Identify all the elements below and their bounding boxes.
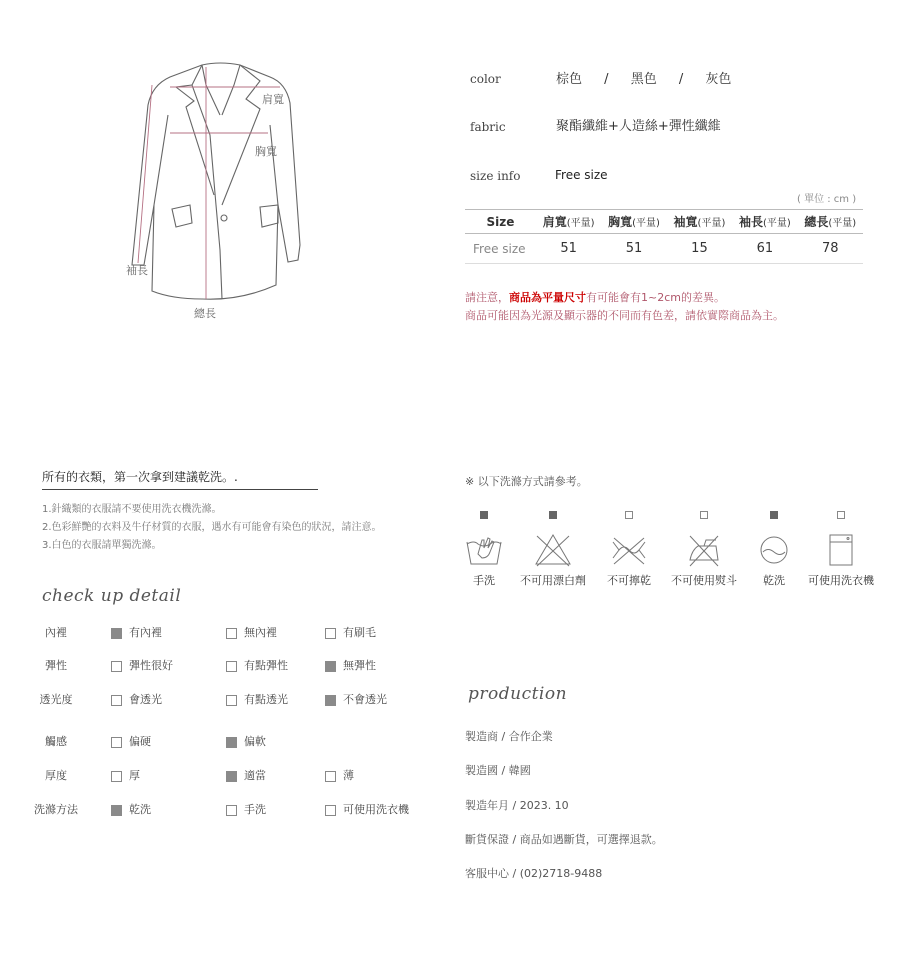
care-label: 不可使用熨斗 [671,574,737,587]
care-label: 不可用漂白劑 [520,574,586,587]
wash-notes-title: 所有的衣類，第一次拿到建議乾洗。. [42,468,318,490]
size-table-header [465,210,863,234]
cell-sleeve-length: 61 [732,234,797,264]
care-no-iron [669,509,739,588]
notice-line-1: 請注意，商品為平量尺寸有可能會有1~2cm的差異。 [465,291,725,304]
cell-sleeve-width: 15 [667,234,732,264]
option-no-elastic: 無彈性 [325,657,376,673]
production-restock: 斷貨保證 / 商品如遇斷貨，可選擇退款。 [465,833,663,846]
check-up-title: check up detail [42,586,182,606]
size-table [465,209,863,264]
hand-wash-icon [464,532,504,568]
care-label: 可使用洗衣機 [808,574,874,587]
check-row-transparency: 透光度 會透光 有點透光 不會透光 [39,693,387,706]
color-gray: 灰色 [705,72,732,87]
care-check [549,511,557,519]
option-no-lining: 無內裡 [226,624,277,640]
check-row-thickness: 厚度 厚 適當 薄 [45,769,354,782]
production-maker: 製造商 / 合作企業 [465,730,553,743]
option-has-lining: 有內裡 [111,624,162,640]
option-stiff: 偏硬 [111,733,151,749]
dry-clean-icon [754,532,794,568]
color-sep: / [604,72,609,87]
header-sleeve-length: 袖長(平量) [732,210,797,234]
no-wring-icon [609,532,649,568]
size-notice [465,289,784,323]
wash-note: 2.色彩鮮艷的衣料及牛仔材質的衣服，遇水有可能會有染色的狀況，請注意。 [42,522,382,533]
care-check [700,511,708,519]
header-total-length: 總長(平量) [798,210,863,234]
shoulder-label: 肩寬 [262,93,284,106]
header-size: Size [465,210,536,234]
chest-label: 胸寬 [255,145,277,158]
color-brown: 棕色 [556,72,583,87]
cell-size: Free size [465,234,536,264]
option-soft: 偏軟 [226,733,266,749]
header-chest: 胸寬(平量) [601,210,666,234]
production-title: production [468,684,568,704]
option-machine-wash: 可使用洗衣機 [325,801,409,817]
size-info-label: size info [470,169,521,183]
wash-note: 3.白色的衣服請單獨洗滌。 [42,540,162,551]
option-very-elastic: 彈性很好 [111,657,173,673]
production-date: 製造年月 / 2023. 10 [465,799,569,812]
check-grid [16,620,456,820]
fabric-value: 聚酯纖維+人造絲+彈性纖維 [556,119,721,134]
no-bleach-icon [533,532,573,568]
option-some-elastic: 有點彈性 [226,657,288,673]
care-no-wring [594,509,664,588]
care-check [480,511,488,519]
care-hand-wash [449,509,519,588]
option-thick: 厚 [111,767,140,783]
no-iron-icon [684,532,724,568]
option-thin: 薄 [325,767,354,783]
care-note: ※ 以下洗滌方式請參考。 [465,475,588,488]
check-row-lining: 內裡 有內裡 無內裡 有刷毛 [45,626,376,639]
sleeve-label: 袖長 [126,264,148,277]
production-service: 客服中心 / (02)2718-9488 [465,867,603,880]
care-check [837,511,845,519]
header-shoulder: 肩寬(平量) [536,210,601,234]
color-values [556,68,731,87]
care-no-bleach [518,509,588,588]
washing-machine-icon [821,532,861,568]
table-row [465,234,863,264]
check-row-washing: 洗滌方法 乾洗 手洗 可使用洗衣機 [34,803,409,816]
size-info-value: Free size [555,168,608,182]
care-machine-wash [806,509,876,588]
option-dry-clean: 乾洗 [111,801,151,817]
jacket-sketch [110,55,320,320]
wash-notes-list [42,501,382,555]
cell-total-length: 78 [798,234,863,264]
color-black: 黑色 [630,72,657,87]
color-label: color [470,72,501,86]
notice-line-2: 商品可能因為光源及顯示器的不同而有色差，請依實際商品為主。 [465,309,784,322]
header-sleeve-width: 袖寬(平量) [667,210,732,234]
unit-note: ( 單位 : cm ) [797,194,857,205]
length-label: 總長 [194,307,216,320]
check-row-elasticity: 彈性 彈性很好 有點彈性 無彈性 [45,659,376,672]
option-not-see-through: 不會透光 [325,691,387,707]
option-medium: 適當 [226,767,266,783]
option-brushed: 有刷毛 [325,624,376,640]
cell-shoulder: 51 [536,234,601,264]
care-label: 乾洗 [763,574,785,587]
care-check [770,511,778,519]
cell-chest: 51 [601,234,666,264]
option-see-through: 會透光 [111,691,162,707]
option-hand-wash: 手洗 [226,801,266,817]
care-label: 不可擰乾 [607,574,651,587]
care-check [625,511,633,519]
fabric-label: fabric [470,120,506,134]
production-country: 製造國 / 韓國 [465,764,531,777]
wash-note: 1.針織類的衣服請不要使用洗衣機洗滌。 [42,504,222,515]
check-row-touch: 觸感 偏硬 偏軟 [45,735,266,748]
color-sep: / [678,72,684,87]
care-label: 手洗 [473,574,495,587]
option-slightly-see-through: 有點透光 [226,691,288,707]
